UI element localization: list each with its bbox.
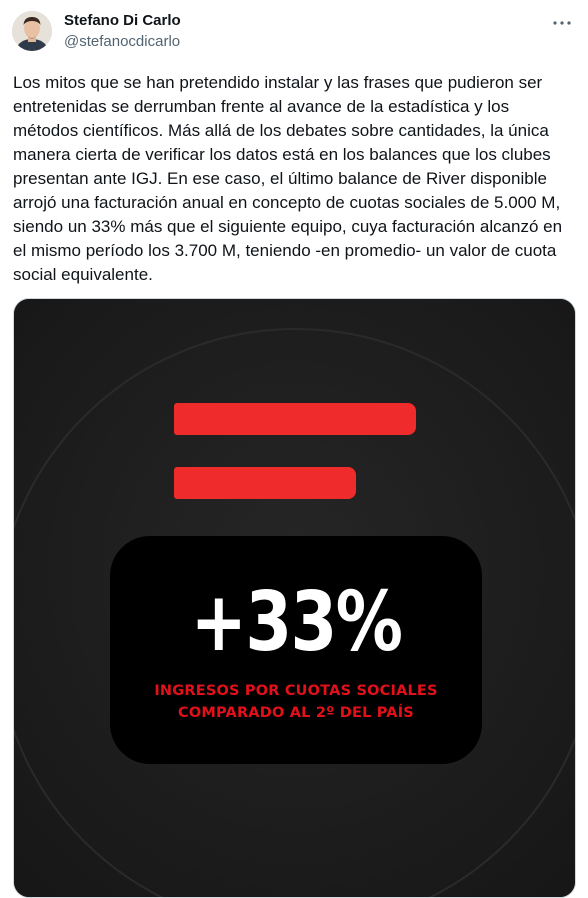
tweet-media[interactable] (13, 298, 576, 898)
tweet-text: Los mitos que se han pretendido instalar y las frases que pudieron ser entretenidas se derrumban frente al avance de la estadística y los métodos científicos. Más allá de los debates sobre cantidades, la única manera cierta de verificar los datos está en los balances que los clubes presentan ante IGJ. En ese caso, el último balance de River disponible arrojó una facturación anual en concepto de cuotas sociales de 5.000 M, siendo un 33% más que el siguiente equipo, cuya facturación alcanzó en el mismo período los 3.700 M, teniendo -en promedio- un valor de cuota social equivalente. (13, 73, 563, 284)
more-icon-glyph (552, 20, 572, 26)
stat-box (110, 536, 482, 764)
author-handle[interactable]: @stefanocdicarlo (64, 33, 181, 50)
author-name[interactable]: Stefano Di Carlo (64, 12, 181, 29)
stat-caption-line1: INGRESOS POR CUOTAS SOCIALES (154, 683, 438, 699)
stat-value: +33% (190, 575, 402, 670)
stat-caption (110, 680, 482, 724)
avatar[interactable] (12, 11, 52, 51)
avatar-image (12, 11, 52, 51)
stat-caption-line2: COMPARADO AL 2º DEL PAÍS (178, 705, 414, 721)
bar-river (174, 403, 416, 435)
bar-next-team (174, 467, 356, 499)
more-icon[interactable] (550, 10, 574, 30)
